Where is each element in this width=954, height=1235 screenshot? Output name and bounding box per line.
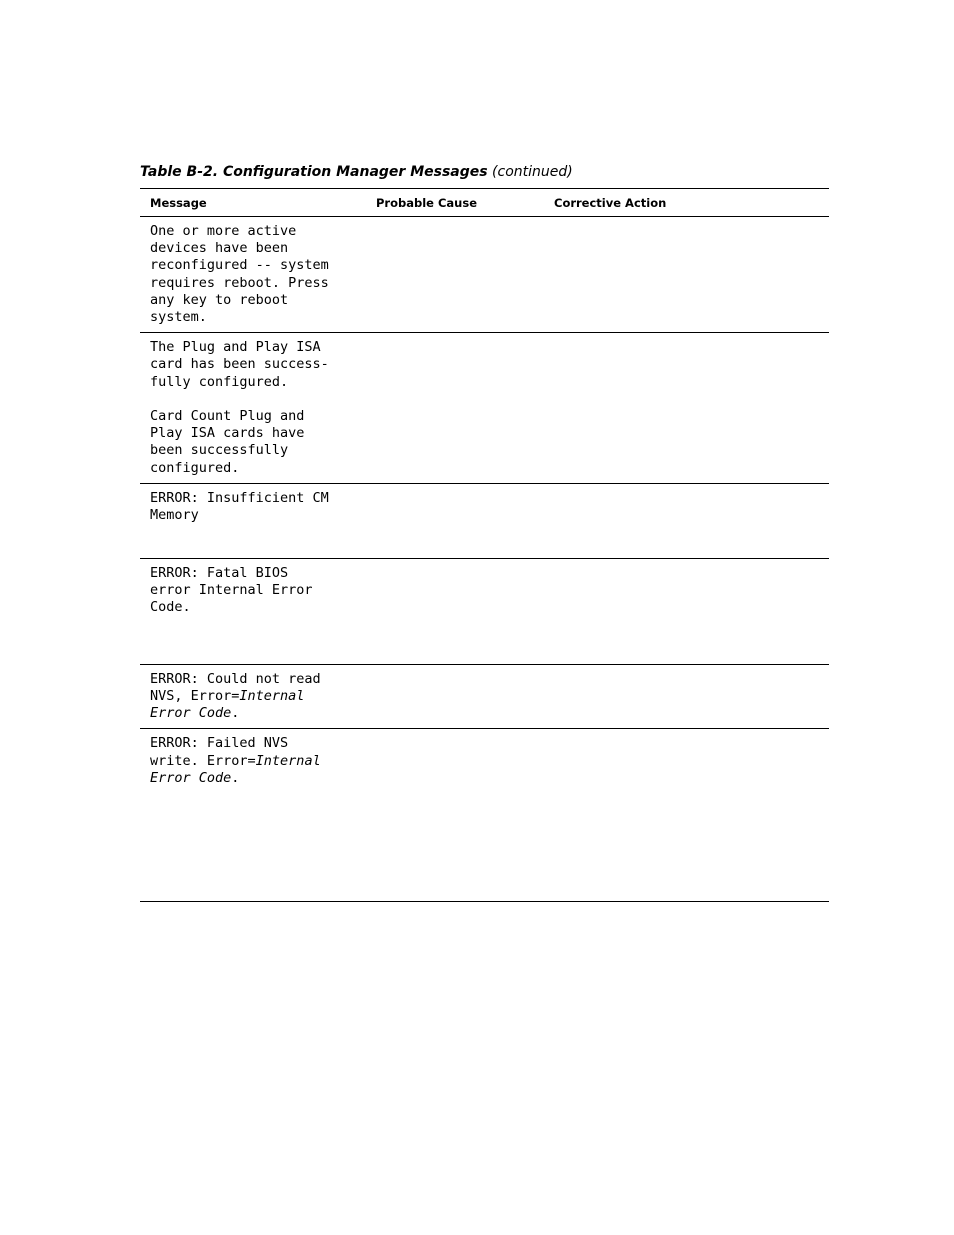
message-line: ERROR: Fatal BIOS	[150, 564, 289, 581]
corrective-action-cell	[544, 664, 829, 729]
corrective-action-cell	[544, 483, 829, 558]
message-cell	[140, 729, 366, 902]
message-variable: Internal	[239, 688, 305, 705]
corrective-action-cell	[544, 333, 829, 484]
header-corrective-action: Corrective Action	[544, 189, 829, 217]
corrective-action-cell	[544, 558, 829, 664]
message-spacer	[150, 391, 366, 408]
message-line: been successfully	[150, 442, 289, 459]
message-variable: Error Code	[150, 705, 232, 722]
message-text: .	[231, 769, 240, 786]
message-line: ERROR: Failed NVS	[150, 735, 289, 752]
corrective-action-cell	[544, 729, 829, 902]
message-line: error Internal Error	[150, 582, 313, 599]
message-line	[150, 705, 366, 722]
message-line: ERROR: Insufficient CM	[150, 489, 329, 506]
message-cell	[140, 664, 366, 729]
message-line: configured.	[150, 459, 240, 476]
message-variable: Error Code	[150, 769, 232, 786]
message-text: write. Error=	[150, 752, 256, 769]
header-probable-cause: Probable Cause	[366, 189, 544, 217]
table-row	[140, 664, 829, 729]
corrective-action-cell	[544, 217, 829, 333]
table-header-row	[140, 189, 829, 217]
message-line	[150, 770, 366, 787]
message-line: fully configured.	[150, 373, 289, 390]
table-caption-continued: (continued)	[492, 164, 573, 180]
table-caption-title: Table B-2. Configuration Manager Messages	[140, 164, 488, 180]
probable-cause-cell	[366, 729, 544, 902]
message-line: Code.	[150, 599, 191, 616]
message-text: .	[231, 705, 240, 722]
message-line: Card Count Plug and	[150, 408, 305, 425]
message-line: requires reboot. Press	[150, 274, 329, 291]
message-line	[150, 688, 366, 705]
message-line: ERROR: Could not read	[150, 670, 321, 687]
message-line: card has been success-	[150, 356, 329, 373]
table-caption	[140, 160, 829, 188]
table-row	[140, 333, 829, 484]
message-line	[150, 753, 366, 770]
table-row	[140, 217, 829, 333]
message-variable: Internal	[255, 752, 321, 769]
message-line: One or more active	[150, 223, 297, 239]
table-row	[140, 558, 829, 664]
message-line: Memory	[150, 507, 199, 524]
probable-cause-cell	[366, 558, 544, 664]
message-cell	[140, 333, 366, 484]
message-line: any key to reboot	[150, 291, 289, 308]
probable-cause-cell	[366, 483, 544, 558]
message-cell	[140, 558, 366, 664]
message-cell	[140, 483, 366, 558]
message-cell	[140, 217, 366, 333]
table-row	[140, 729, 829, 902]
document-page	[140, 160, 829, 902]
probable-cause-cell	[366, 217, 544, 333]
message-text: NVS, Error=	[150, 688, 240, 705]
message-line: system.	[150, 309, 207, 326]
messages-table	[140, 188, 829, 902]
probable-cause-cell	[366, 664, 544, 729]
message-line: devices have been	[150, 240, 289, 257]
header-message: Message	[140, 189, 366, 217]
probable-cause-cell	[366, 333, 544, 484]
message-line: The Plug and Play ISA	[150, 339, 321, 356]
message-line: reconfigured -- system	[150, 257, 329, 274]
message-line: Play ISA cards have	[150, 425, 305, 442]
table-row	[140, 483, 829, 558]
